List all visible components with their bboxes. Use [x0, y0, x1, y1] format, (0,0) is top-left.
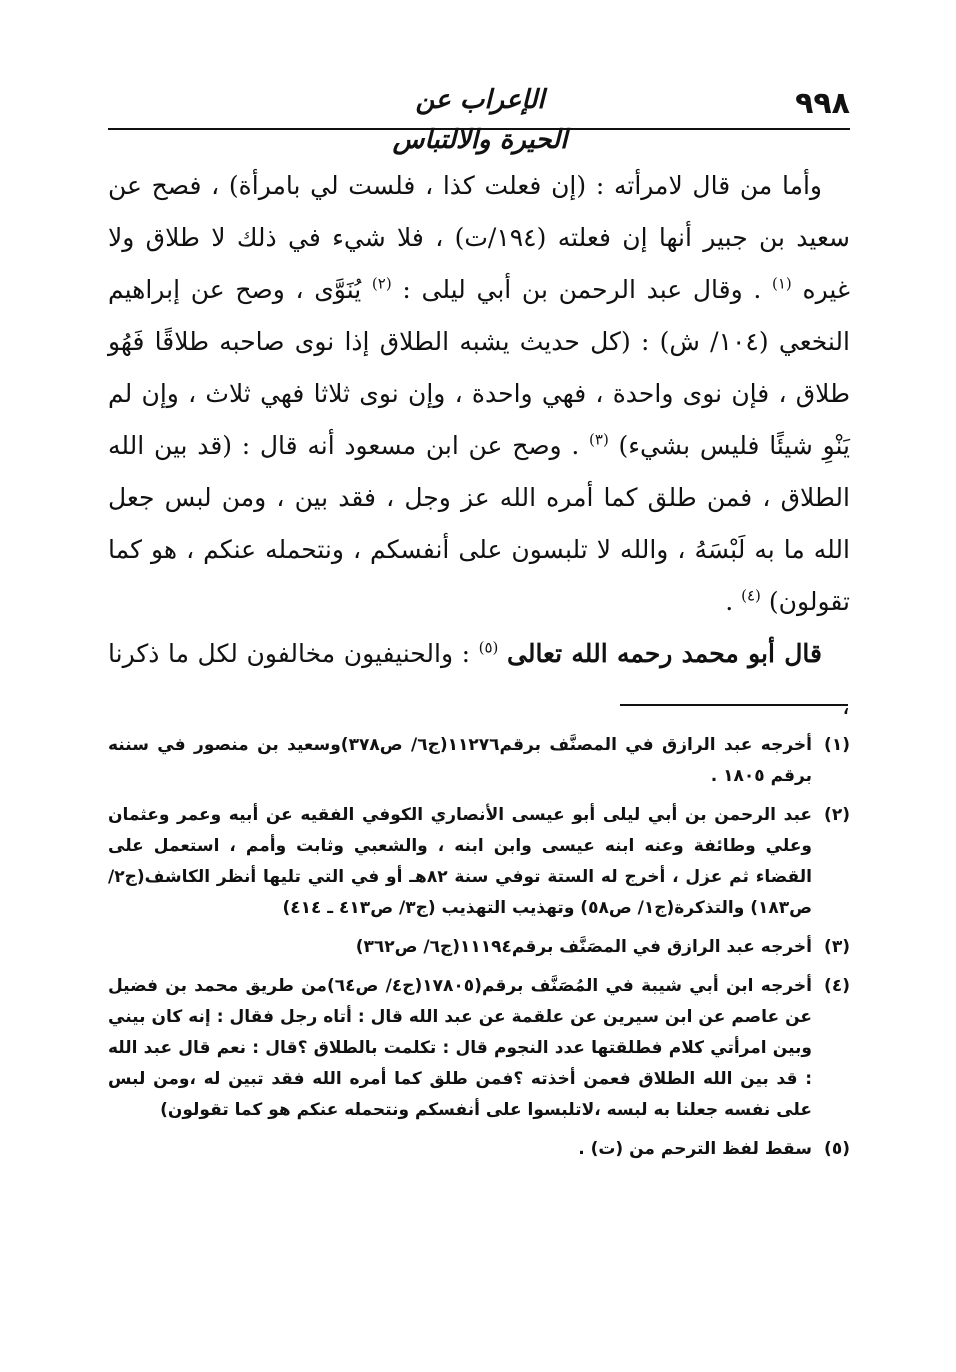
footnote-item — [108, 1134, 850, 1165]
footnote-separator — [620, 704, 848, 706]
footnote-number: (٥) — [824, 1139, 850, 1159]
footnote-text: أخرجه عبد الرازق في المصنَّف برقم١١٢٧٦(ج٦/ ص٣٧٨)وسعيد بن منصور في سننه برقم ١٨٠٥ . — [108, 735, 813, 786]
footnote-number: (١) — [824, 735, 850, 755]
main-text — [108, 160, 850, 732]
footnote-text: أخرجه عبد الرازق في المصَنَّف برقم١١١٩٤(ج٦/ ص٣٦٢) — [355, 937, 812, 957]
footnote-number: (٢) — [824, 805, 850, 825]
paragraph-text: وأما من قال لامرأته : (إن فعلت كذا ، فلست لي بامرأة) ، فصح عن سعيد بن جبير أنها إن فعلته (١٩٤/ت) ، فلا شيء في ذلك لا طلاق ولا غيره — [108, 171, 850, 304]
paragraph-text: : والحنيفيون مخالفون لكل ما ذكرنا ، — [108, 639, 850, 720]
main-paragraph-2 — [108, 628, 850, 732]
footnote-item — [108, 932, 850, 963]
header-rule — [108, 128, 850, 130]
page-number: ٩٩٨ — [795, 86, 850, 121]
paragraph-text: . وصح عن ابن مسعود أنه قال : (قد بين الله الطلاق ، فمن طلق كما أمره الله عز وجل ، فقد بين ، ومن لبس جعل الله ما به لَبْسَهُ ، والله لا تلبسون على أنفسكم ، ونتحمله عنكم ، هو كما تقولون) — [108, 431, 850, 616]
footnote-item — [108, 971, 850, 1126]
footnote-ref-4[interactable]: (٤) — [741, 586, 761, 605]
footnotes — [108, 730, 850, 1173]
footnote-text: عبد الرحمن بن أبي ليلى أبو عيسى الأنصاري الكوفي الفقيه عن أبيه وعمر وعثمان وعلي وطائفة وعنه ابنه عيسى وابن ابنه ، والشعبي وثابت وأمم ، استعمل على القضاء ثم عزل ، أخرج له الستة توفي سنة ٨٢هـ أو في التي تليها أنظر الكاشف(ج٢/ ص١٨٣) والتذكرة(ج١/ ص٥٨) وتهذيب التهذيب (ج٣/ ص٤١٣ ـ ٤١٤) — [108, 805, 812, 918]
paragraph-text: يُنَوَّى ، وصح عن إبراهيم النخعي (١٠٤/ ش) : (كل حديث يشبه الطلاق إذا نوى صاحبه طلاقًا فَهُو طلاق ، فإن نوى واحدة ، فهي واحدة ، وإن نوى ثلاثا فهي ثلاث ، وإن لم يَنْوِ شيئًا فليس بشيء) — [108, 275, 851, 460]
footnote-item — [108, 730, 850, 792]
page-header — [108, 78, 850, 155]
main-paragraph-1 — [108, 160, 850, 628]
footnote-number: (٣) — [824, 937, 850, 957]
paragraph-text: . وقال عبد الرحمن بن أبي ليلى : — [391, 275, 772, 304]
footnote-ref-3[interactable]: (٣) — [589, 430, 609, 449]
footnote-text: سقط لفظ الترحم من (ت) . — [578, 1139, 812, 1159]
footnote-ref-5[interactable]: (٥) — [478, 638, 499, 657]
footnote-number: (٤) — [824, 976, 850, 996]
footnote-ref-1[interactable]: (١) — [772, 274, 792, 293]
footnote-item — [108, 800, 850, 924]
paragraph-text: . — [725, 587, 742, 616]
footnote-text: أخرجه ابن أبي شيبة في المُصَنَّف برقم(١٧٨٠٥(ج٤/ ص٦٤)من طريق محمد بن فضيل عن عاصم عن ابن سيرين عن علقمة عن عبد الله قال : أتاه رجل فقال : إنه كان بيني وبين امرأتي كلام فطلقتها عدد النجوم قال : تكلمت بالطلاق ؟قال : نعم قال عبد الله : قد بين الله الطلاق فعمن أخذته ؟فمن طلق كما أمره الله فقد تبين له ،ومن لبس على نفسه جعلنا به لبسه ،لاتلبسوا على أنفسكم ونتحمله عنكم هو كما تقولون) — [108, 976, 813, 1120]
footnote-ref-2[interactable]: (٢) — [371, 274, 392, 293]
running-title: الإعراب عن الحيرة والالتباس — [392, 85, 568, 155]
author-attribution: قال أبو محمد رحمه الله تعالى — [506, 639, 822, 668]
